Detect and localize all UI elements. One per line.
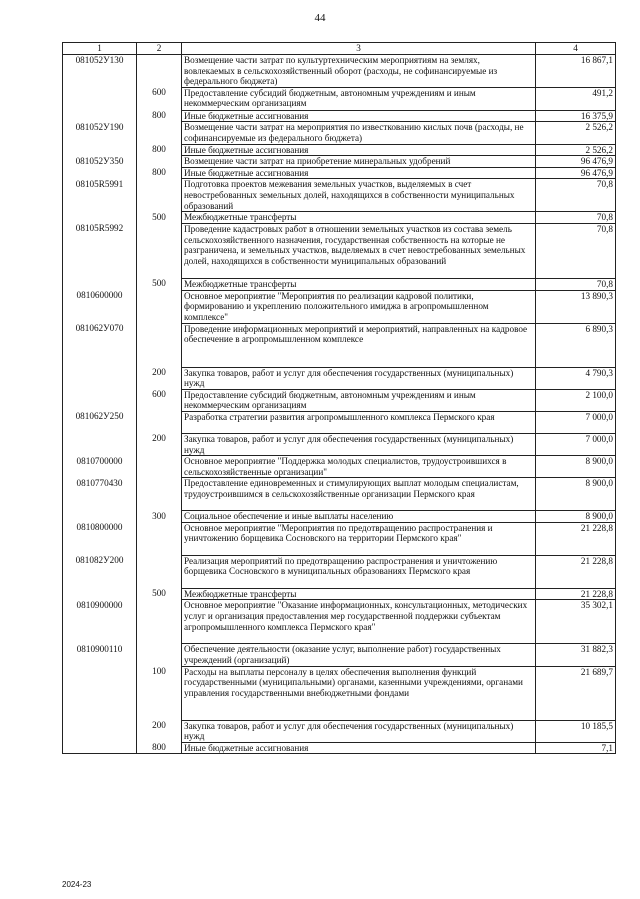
row-amount: 6 890,3 [536,323,616,367]
row-code: 08105R5991 [63,179,137,212]
row-expense-type [137,290,182,323]
table-body [63,55,616,754]
row-description: Иные бюджетные ассигнования [182,167,536,179]
row-code [63,588,137,600]
table-row [63,433,616,455]
row-description: Подготовка проектов межевания земельных участков, выделяемых в счет невостребованных земельных долей, находящихся в собственности муниципальных образований [182,179,536,212]
row-code: 081052У350 [63,156,137,168]
row-description: Проведение информационных мероприятий и мероприятий, направленных на кадровое обеспечение в агропромышленном комплексе [182,323,536,367]
row-code: 081052У190 [63,122,137,144]
row-amount: 4 790,3 [536,367,616,389]
row-description: Закупка товаров, работ и услуг для обеспечения государственных (муниципальных) нужд [182,433,536,455]
row-expense-type: 500 [137,212,182,224]
page-number: 44 [314,12,326,24]
table-row [63,323,616,367]
row-amount: 10 185,5 [536,720,616,742]
row-expense-type [137,478,182,511]
row-expense-type [137,156,182,168]
row-code: 08105R5992 [63,223,137,278]
row-amount: 70,8 [536,212,616,224]
row-code: 081082У200 [63,555,137,588]
row-expense-type [137,179,182,212]
row-expense-type: 800 [137,144,182,156]
table-row [63,290,616,323]
row-expense-type [137,522,182,555]
row-amount: 16 375,9 [536,110,616,122]
row-code [63,278,137,290]
row-expense-type: 200 [137,367,182,389]
row-description: Расходы на выплаты персоналу в целях обеспечения выполнения функций государственными (муниципальными) органами, казенными учреждениями, органами управления государственными внебюджетными фондами [182,666,536,720]
row-amount: 7 000,0 [536,433,616,455]
row-amount: 16 867,1 [536,55,616,88]
row-amount: 8 900,0 [536,456,616,478]
table-row [63,223,616,278]
table-row [63,179,616,212]
row-description: Иные бюджетные ассигнования [182,144,536,156]
table-row [63,666,616,720]
row-amount: 2 526,2 [536,122,616,144]
row-description: Закупка товаров, работ и услуг для обеспечения государственных (муниципальных) нужд [182,720,536,742]
row-description: Возмещение части затрат на приобретение минеральных удобрений [182,156,536,168]
row-description: Предоставление субсидий бюджетным, автономным учреждениям и иным некоммерческим организациям [182,87,536,110]
row-amount: 70,8 [536,179,616,212]
row-description: Обеспечение деятельности (оказание услуг, выполнение работ) государственных учреждений (организаций) [182,644,536,666]
row-description: Предоставление единовременных и стимулирующих выплат молодым специалистам, трудоустроившимся в сельскохозяйственные организации Пермского края [182,478,536,511]
row-expense-type [137,323,182,367]
table-row [63,55,616,88]
row-amount: 21 228,8 [536,555,616,588]
row-expense-type: 200 [137,720,182,742]
row-amount: 31 882,3 [536,644,616,666]
row-code: 0810800000 [63,522,137,555]
row-description: Межбюджетные трансферты [182,588,536,600]
row-expense-type [137,122,182,144]
row-code: 081062У250 [63,411,137,433]
row-code: 0810600000 [63,290,137,323]
table-row [63,511,616,523]
footer-code: 2024-23 [62,880,92,889]
table-row [63,478,616,511]
row-expense-type: 100 [137,666,182,720]
row-amount: 7,1 [536,742,616,754]
row-code: 0810700000 [63,456,137,478]
table-row [63,212,616,224]
row-expense-type [137,600,182,644]
row-amount: 491,2 [536,87,616,110]
row-expense-type: 500 [137,588,182,600]
row-amount: 35 302,1 [536,600,616,644]
row-amount: 21 689,7 [536,666,616,720]
row-code [63,212,137,224]
row-description: Разработка стратегии развития агропромышленного комплекса Пермского края [182,411,536,433]
row-description: Реализация мероприятий по предотвращению распространения и уничтожению борщевика Сосновского в муниципальных образованиях Пермского края [182,555,536,588]
row-amount: 96 476,9 [536,167,616,179]
row-amount: 2 526,2 [536,144,616,156]
row-description: Межбюджетные трансферты [182,278,536,290]
row-description: Возмещение части затрат по культуртехническим мероприятиям на землях, вовлекаемых в сельскохозяйственный оборот (расходы, не софинансируемые из федерального бюджета) [182,55,536,88]
row-code [63,110,137,122]
row-amount: 21 228,8 [536,522,616,555]
row-description: Основное мероприятие "Оказание информационных, консультационных, методических услуг и организация предоставления мер государственной поддержки субъектам агропромышленного комплекса Пермского края" [182,600,536,644]
table-row [63,389,616,411]
table-row [63,167,616,179]
row-description: Социальное обеспечение и иные выплаты населению [182,511,536,523]
row-expense-type: 800 [137,742,182,754]
row-amount: 21 228,8 [536,588,616,600]
row-description: Проведение кадастровых работ в отношении земельных участков из состава земель сельскохозяйственного назначения, государственная собственность на которые не разграничена, и земельных участков, выделяемых в счет невостребованных земельных долей, находящихся в собственности муниципальных образований [182,223,536,278]
row-code: 0810900000 [63,600,137,644]
table-row [63,156,616,168]
row-amount: 8 900,0 [536,511,616,523]
row-expense-type: 800 [137,110,182,122]
row-code [63,720,137,742]
row-description: Возмещение части затрат на мероприятия по известкованию кислых почв (расходы, не софинансируемые из федерального бюджета) [182,122,536,144]
table-row [63,110,616,122]
row-code [63,367,137,389]
table-row [63,742,616,754]
row-expense-type [137,456,182,478]
row-code [63,389,137,411]
row-expense-type: 300 [137,511,182,523]
row-amount: 96 476,9 [536,156,616,168]
row-code [63,167,137,179]
row-code: 0810770430 [63,478,137,511]
table-row [63,555,616,588]
row-expense-type [137,555,182,588]
table-row [63,87,616,110]
table-row [63,367,616,389]
row-code [63,144,137,156]
table-row [63,456,616,478]
table-row [63,522,616,555]
row-code [63,87,137,110]
row-expense-type: 600 [137,87,182,110]
row-amount: 7 000,0 [536,411,616,433]
table-row [63,144,616,156]
row-amount: 2 100,0 [536,389,616,411]
table-row [63,278,616,290]
row-description: Иные бюджетные ассигнования [182,110,536,122]
table-header [63,43,616,55]
column-header-3: 3 [182,43,536,55]
column-header-1: 1 [63,43,137,55]
row-code: 081062У070 [63,323,137,367]
row-amount: 13 890,3 [536,290,616,323]
table-row [63,600,616,644]
row-code: 081052У130 [63,55,137,88]
table-row [63,122,616,144]
row-description: Иные бюджетные ассигнования [182,742,536,754]
row-description: Закупка товаров, работ и услуг для обеспечения государственных (муниципальных) нужд [182,367,536,389]
row-expense-type: 600 [137,389,182,411]
row-amount: 70,8 [536,278,616,290]
table-row [63,644,616,666]
row-description: Основное мероприятие "Поддержка молодых специалистов, трудоустроившихся в сельскохозяйственные организации" [182,456,536,478]
row-code [63,666,137,720]
table-row [63,720,616,742]
row-expense-type: 500 [137,278,182,290]
row-expense-type [137,644,182,666]
row-amount: 70,8 [536,223,616,278]
row-expense-type [137,55,182,88]
table-row [63,411,616,433]
row-amount: 8 900,0 [536,478,616,511]
row-expense-type: 200 [137,433,182,455]
row-description: Межбюджетные трансферты [182,212,536,224]
row-code [63,433,137,455]
row-expense-type [137,223,182,278]
row-description: Основное мероприятие "Мероприятия по предотвращению распространения и уничтожению борщевика Сосновского на территории Пермского края" [182,522,536,555]
row-expense-type: 800 [137,167,182,179]
budget-table [62,42,616,754]
row-code [63,742,137,754]
column-header-4: 4 [536,43,616,55]
row-description: Предоставление субсидий бюджетным, автономным учреждениям и иным некоммерческим организациям [182,389,536,411]
row-code [63,511,137,523]
row-expense-type [137,411,182,433]
row-description: Основное мероприятие "Мероприятия по реализации кадровой политики, формированию и укреплению положительного имиджа в агропромышленном комплексе" [182,290,536,323]
row-code: 0810900110 [63,644,137,666]
column-header-2: 2 [137,43,182,55]
table-row [63,588,616,600]
